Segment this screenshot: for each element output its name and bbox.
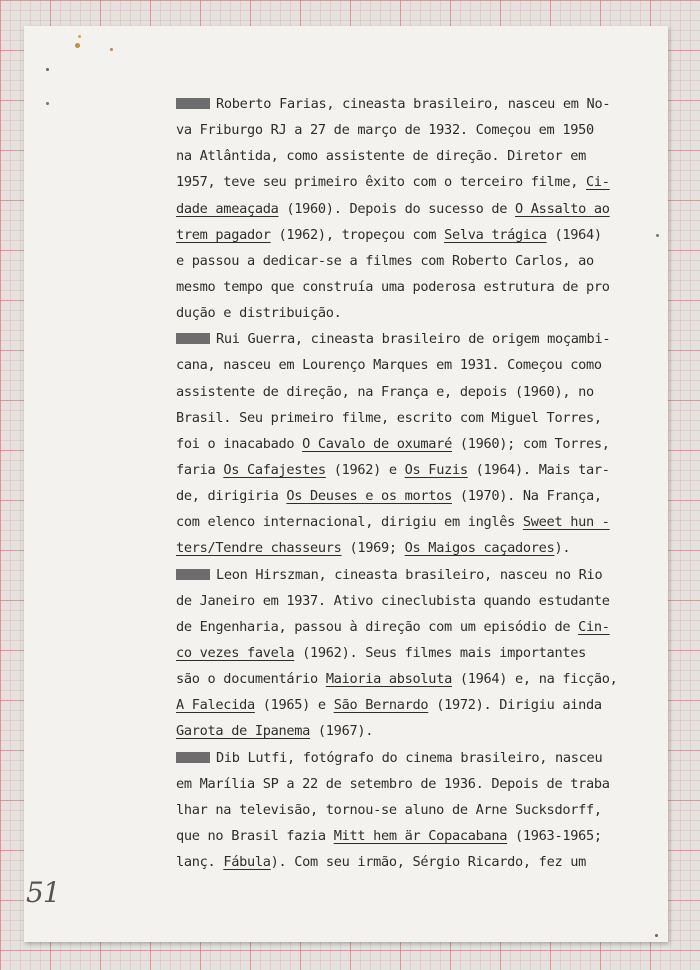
redaction-mark bbox=[176, 752, 210, 763]
text-line bbox=[176, 718, 638, 744]
rust-stain bbox=[110, 48, 113, 51]
ink-dot bbox=[656, 234, 659, 237]
redaction-mark bbox=[176, 333, 210, 344]
underlined-title: Cin- bbox=[578, 618, 610, 635]
text-line bbox=[176, 666, 638, 692]
text-line bbox=[176, 562, 638, 588]
underlined-title: São Bernardo bbox=[333, 697, 429, 714]
text-run: em Marília SP a 22 de setembro de 1936. Depois de traba bbox=[176, 775, 610, 792]
text-line bbox=[176, 274, 638, 300]
text-line bbox=[176, 457, 638, 483]
ink-dot bbox=[655, 934, 658, 937]
text-line bbox=[176, 849, 638, 875]
text-run: ). bbox=[554, 540, 571, 557]
document-body bbox=[176, 91, 638, 875]
text-line bbox=[176, 640, 638, 666]
text-line bbox=[176, 614, 638, 640]
underlined-title: Ci- bbox=[585, 174, 610, 191]
text-line bbox=[176, 771, 638, 797]
text-run: (1964) bbox=[546, 226, 602, 243]
text-run: faria bbox=[176, 461, 224, 478]
text-run: mesmo tempo que construía uma poderosa estrutura de pro bbox=[176, 278, 610, 295]
text-run: são o documentário bbox=[176, 671, 326, 688]
text-run: Dib Lutfi, fotógrafo do cinema brasileiro, nasceu bbox=[216, 749, 603, 766]
text-line bbox=[176, 509, 638, 535]
ink-dot bbox=[46, 102, 49, 105]
text-line bbox=[176, 91, 638, 117]
text-line bbox=[176, 379, 638, 405]
text-line bbox=[176, 692, 638, 718]
underlined-title: O Assalto ao bbox=[515, 200, 610, 217]
text-run: (1964) e, na ficção, bbox=[451, 671, 618, 688]
text-run: (1964). Mais tar- bbox=[467, 461, 610, 478]
text-run: (1962) e bbox=[325, 461, 405, 478]
text-line bbox=[176, 248, 638, 274]
text-line bbox=[176, 352, 638, 378]
text-run: com elenco internacional, dirigiu em inglês bbox=[176, 514, 523, 531]
text-run: va Friburgo RJ a 27 de março de 1932. Começou em 1950 bbox=[176, 122, 594, 139]
underlined-title: dade ameaçada bbox=[176, 200, 279, 217]
handwritten-page-number: 51 bbox=[26, 876, 60, 909]
text-line bbox=[176, 431, 638, 457]
text-line bbox=[176, 326, 638, 352]
text-run: e passou a dedicar-se a filmes com Roberto Carlos, ao bbox=[176, 252, 594, 269]
text-run: ). Com seu irmão, Sérgio Ricardo, fez um bbox=[270, 854, 586, 871]
text-run: (1960); com Torres, bbox=[451, 435, 610, 452]
text-run: na Atlântida, como assistente de direção. Diretor em bbox=[176, 148, 586, 165]
text-run: foi o inacabado bbox=[176, 435, 303, 452]
underlined-title: O Cavalo de oxumaré bbox=[302, 435, 452, 452]
text-run: Roberto Farias, cineasta brasileiro, nasceu em No- bbox=[216, 96, 611, 112]
text-line bbox=[176, 169, 638, 195]
text-run: assistente de direção, na França e, depois (1960), no bbox=[176, 383, 594, 400]
text-run: que no Brasil fazia bbox=[176, 827, 334, 844]
text-run: Leon Hirszman, cineasta brasileiro, nasceu no Rio bbox=[216, 566, 603, 583]
text-line bbox=[176, 588, 638, 614]
text-run: (1963-1965; bbox=[507, 827, 602, 844]
redaction-mark bbox=[176, 569, 210, 580]
text-run: cana, nasceu em Lourenço Marques em 1931. Começou como bbox=[176, 357, 602, 374]
text-line bbox=[176, 117, 638, 143]
underlined-title: ters/Tendre chasseurs bbox=[176, 540, 342, 557]
text-run: de Janeiro em 1937. Ativo cineclubista quando estudante bbox=[176, 592, 610, 609]
underlined-title: Os Maigos caçadores bbox=[404, 540, 555, 557]
text-line bbox=[176, 797, 638, 823]
text-run: (1962), tropeçou com bbox=[270, 226, 445, 243]
underlined-title: A Falecida bbox=[176, 697, 255, 714]
text-line bbox=[176, 405, 638, 431]
underlined-title: Selva trágica bbox=[444, 226, 547, 243]
text-line bbox=[176, 483, 638, 509]
text-run: lanç. bbox=[176, 854, 224, 871]
redaction-mark bbox=[176, 98, 210, 109]
underlined-title: trem pagador bbox=[176, 226, 271, 243]
text-run: lhar na televisão, tornou-se aluno de Arne Sucksdorff, bbox=[176, 801, 602, 818]
text-run: (1967). bbox=[310, 723, 374, 740]
paragraph bbox=[176, 91, 638, 326]
text-run: (1965) e bbox=[254, 697, 334, 714]
underlined-title: Mitt hem är Copacabana bbox=[333, 827, 508, 844]
text-run: (1960). Depois do sucesso de bbox=[278, 200, 516, 217]
ink-dot bbox=[46, 68, 49, 71]
text-line bbox=[176, 300, 638, 326]
text-run: (1969; bbox=[341, 540, 405, 557]
text-run: 1957, teve seu primeiro êxito com o terceiro filme, bbox=[176, 174, 586, 191]
underlined-title: Maioria absoluta bbox=[325, 671, 452, 688]
rust-stain bbox=[75, 43, 80, 48]
underlined-title: Fábula bbox=[223, 854, 271, 871]
underlined-title: Sweet hun - bbox=[522, 514, 610, 531]
paragraph bbox=[176, 745, 638, 876]
underlined-title: co vezes favela bbox=[176, 644, 295, 661]
text-run: Brasil. Seu primeiro filme, escrito com Miguel Torres, bbox=[176, 409, 602, 426]
paragraph bbox=[176, 562, 638, 745]
underlined-title: Garota de Ipanema bbox=[176, 723, 311, 740]
underlined-title: Os Cafajestes bbox=[223, 461, 326, 478]
underlined-title: Os Deuses e os mortos bbox=[286, 488, 452, 505]
text-line bbox=[176, 222, 638, 248]
text-run: (1962). Seus filmes mais importantes bbox=[294, 644, 586, 661]
text-run: de Engenharia, passou à direção com um episódio de bbox=[176, 618, 579, 635]
text-run: Rui Guerra, cineasta brasileiro de origem moçambi- bbox=[216, 331, 611, 348]
text-line bbox=[176, 143, 638, 169]
text-line bbox=[176, 535, 638, 561]
text-run: (1970). Na França, bbox=[451, 488, 602, 505]
paragraph bbox=[176, 326, 638, 561]
text-run: dução e distribuição. bbox=[176, 305, 342, 322]
text-line bbox=[176, 196, 638, 222]
text-run: (1972). Dirigiu ainda bbox=[428, 697, 602, 714]
text-line bbox=[176, 823, 638, 849]
underlined-title: Os Fuzis bbox=[404, 461, 468, 478]
rust-stain bbox=[78, 35, 81, 38]
text-run: de, dirigiria bbox=[176, 488, 287, 505]
text-line bbox=[176, 745, 638, 771]
